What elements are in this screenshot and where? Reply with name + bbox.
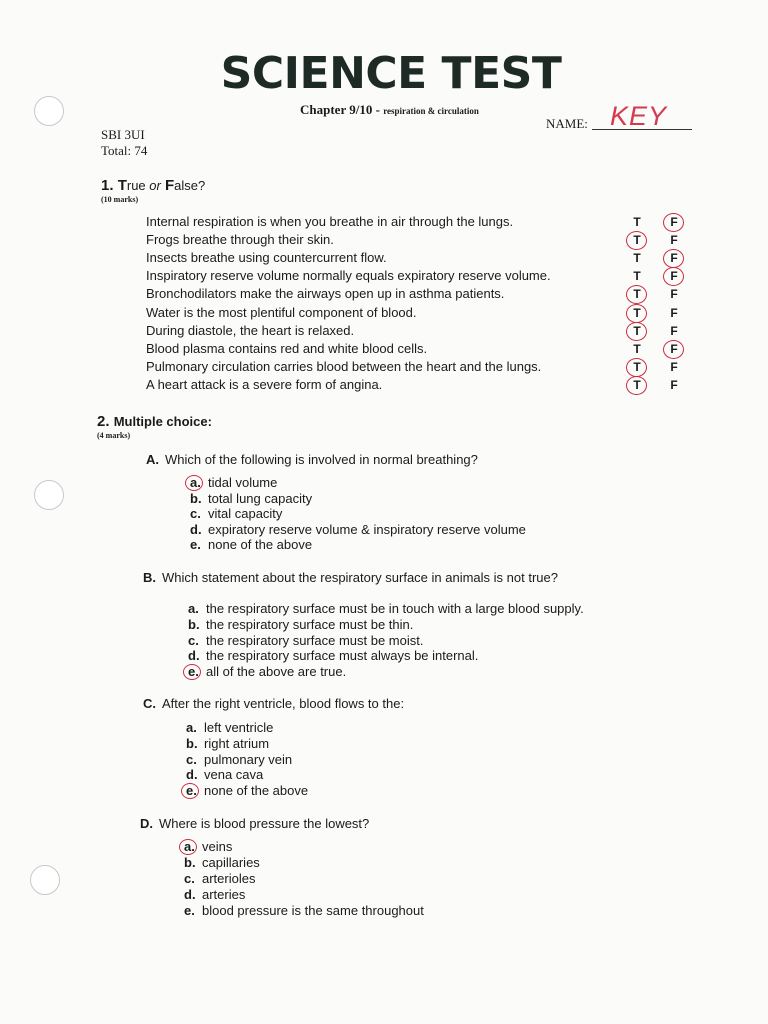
course-code: SBI 3UI xyxy=(101,127,145,142)
mc-option-text: arteries xyxy=(202,887,246,902)
tf-option-true: T xyxy=(633,251,641,266)
mc-option xyxy=(190,475,277,490)
mc-question-text: Which statement about the respiratory surface in animals is not true? xyxy=(162,570,558,585)
mc-question-text: After the right ventricle, blood flows to the: xyxy=(162,696,405,711)
name-label: NAME: xyxy=(546,116,588,131)
section1-title-or: or xyxy=(149,178,161,193)
binder-hole-middle xyxy=(34,480,64,510)
mc-option-letter: a. xyxy=(188,601,199,616)
section2-number: 2. xyxy=(97,413,110,430)
section2-marks: (4 marks) xyxy=(97,431,131,440)
mc-option-text: the respiratory surface must be thin. xyxy=(206,616,414,632)
mc-option-letter: c. xyxy=(184,871,195,886)
mc-option-text: blood pressure is the same throughout xyxy=(202,903,424,918)
mc-option xyxy=(186,736,269,751)
answer-circle-mark xyxy=(626,322,647,341)
mc-option-letter: e. xyxy=(186,783,197,799)
tf-option-false: F xyxy=(670,251,678,266)
mc-option xyxy=(190,537,312,552)
mc-option xyxy=(188,617,413,632)
tf-option-true: T xyxy=(633,341,641,356)
mc-option-letter: e. xyxy=(190,537,201,552)
tf-option-true: T xyxy=(633,305,641,320)
answer-circle-mark xyxy=(663,213,684,232)
answer-circle-mark xyxy=(626,285,647,304)
name-handwritten-key: KEY xyxy=(610,101,668,131)
mc-option-text: veins xyxy=(202,839,233,854)
mc-option-text: total lung capacity xyxy=(208,490,313,506)
tf-option-false: F xyxy=(670,215,678,229)
tf-option-true: T xyxy=(633,323,641,338)
tf-option-false: F xyxy=(670,359,678,374)
answer-circle-mark xyxy=(626,376,647,395)
mc-option-text: the respiratory surface must always be internal. xyxy=(206,648,479,664)
mc-option xyxy=(184,903,424,918)
mc-option-letter: b. xyxy=(184,855,196,870)
mc-option-letter: a. xyxy=(184,839,195,854)
answer-circle-mark xyxy=(663,249,684,268)
mc-option-text: the respiratory surface must be in touch with a large blood supply. xyxy=(206,601,584,616)
mc-question xyxy=(146,452,478,467)
section1-marks: (10 marks) xyxy=(101,195,139,204)
binder-hole-top xyxy=(34,96,64,126)
tf-statement: Blood plasma contains red and white blood cells. xyxy=(146,340,428,356)
mc-option-text: the respiratory surface must be moist. xyxy=(206,632,424,648)
mc-option xyxy=(188,633,423,648)
mc-option-text: right atrium xyxy=(204,735,270,751)
mc-option-text: vital capacity xyxy=(208,506,283,521)
answer-circle-mark xyxy=(663,340,684,359)
mc-option xyxy=(186,783,308,798)
tf-option-true: T xyxy=(633,233,641,248)
answer-circle-mark xyxy=(626,358,647,377)
tf-statement: Inspiratory reserve volume normally equals expiratory reserve volume. xyxy=(146,268,551,284)
mc-option-letter: b. xyxy=(186,735,198,751)
mc-option-text: none of the above xyxy=(208,537,313,552)
mc-question-text: Where is blood pressure the lowest? xyxy=(159,816,370,831)
section2-heading xyxy=(97,413,212,430)
tf-option-false: F xyxy=(670,323,678,338)
tf-option-true: T xyxy=(633,377,641,392)
tf-statement: Frogs breathe through their skin. xyxy=(146,232,334,248)
mc-option xyxy=(190,491,312,506)
binder-hole-bottom xyxy=(30,865,60,895)
tf-option-false: F xyxy=(670,377,678,392)
section1-title-alse: alse? xyxy=(174,178,206,193)
tf-option-false: F xyxy=(670,341,678,356)
mc-option-text: pulmonary vein xyxy=(204,751,293,767)
total-marks: Total: 74 xyxy=(101,143,148,158)
answer-circle-mark xyxy=(626,231,647,250)
mc-option-text: tidal volume xyxy=(208,475,278,490)
tf-option-true: T xyxy=(633,215,641,229)
page-title: SCIENCE TEST xyxy=(220,48,562,99)
tf-statement: Internal respiration is when you breathe in air through the lungs. xyxy=(146,214,514,229)
chapter-topic: respiration & circulation xyxy=(383,106,479,116)
mc-option-letter: b. xyxy=(190,490,202,506)
mc-option xyxy=(190,522,526,537)
tf-statement: Insects breathe using countercurrent flow. xyxy=(146,250,387,266)
mc-option xyxy=(186,720,273,735)
tf-statement: Water is the most plentiful component of blood. xyxy=(146,304,417,320)
mc-option xyxy=(188,648,478,663)
tf-option-false: F xyxy=(670,269,678,284)
chapter-subtitle xyxy=(300,102,479,118)
mc-question-letter: A. xyxy=(146,452,159,467)
tf-option-false: F xyxy=(670,305,678,320)
section1-title-rue: rue xyxy=(126,178,150,193)
mc-option xyxy=(184,855,260,870)
mc-option-letter: d. xyxy=(184,887,196,902)
mc-question-letter: C. xyxy=(143,696,156,711)
mc-option xyxy=(184,871,255,886)
mc-question-text: Which of the following is involved in normal breathing? xyxy=(165,452,478,467)
mc-option-text: capillaries xyxy=(202,855,260,870)
mc-question-letter: B. xyxy=(143,570,156,585)
mc-option-text: vena cava xyxy=(204,767,264,783)
section2-title: Multiple choice: xyxy=(113,414,212,429)
mc-option-letter: b. xyxy=(188,616,200,632)
mc-option-letter: e. xyxy=(184,903,195,918)
mc-option-text: left ventricle xyxy=(204,720,274,735)
answer-circle-mark xyxy=(185,475,203,491)
tf-statement: During diastole, the heart is relaxed. xyxy=(146,322,355,338)
mc-option-letter: a. xyxy=(186,720,197,735)
answer-circle-mark xyxy=(663,267,684,286)
tf-statement: Pulmonary circulation carries blood between the heart and the lungs. xyxy=(146,358,542,374)
tf-statement: A heart attack is a severe form of angina. xyxy=(146,376,383,392)
mc-option xyxy=(184,887,245,902)
mc-option-letter: c. xyxy=(186,751,197,767)
answer-circle-mark xyxy=(179,839,197,855)
mc-option-letter: e. xyxy=(188,664,199,680)
mc-option-text: all of the above are true. xyxy=(206,664,347,680)
mc-question-letter: D. xyxy=(140,816,153,831)
mc-option-text: expiratory reserve volume & inspiratory reserve volume xyxy=(208,521,526,537)
mc-option xyxy=(190,506,282,521)
mc-option-letter: d. xyxy=(186,767,198,783)
course-info xyxy=(101,127,147,159)
tf-option-false: F xyxy=(670,287,678,302)
mc-option-letter: d. xyxy=(190,521,202,537)
tf-option-true: T xyxy=(633,359,641,374)
mc-option xyxy=(188,601,584,616)
answer-circle-mark xyxy=(626,304,647,323)
tf-statement: Bronchodilators make the airways open up in asthma patients. xyxy=(146,286,505,302)
section1-title-t: T xyxy=(117,177,127,194)
tf-option-false: F xyxy=(670,233,678,248)
section1-title-f: F xyxy=(160,177,175,194)
tf-option-true: T xyxy=(633,287,641,302)
mc-option-letter: d. xyxy=(188,648,200,664)
chapter-label: Chapter 9/10 - xyxy=(300,102,380,117)
mc-option xyxy=(188,664,346,679)
mc-option xyxy=(186,752,292,767)
mc-option xyxy=(186,767,263,782)
mc-option-text: none of the above xyxy=(204,783,309,799)
mc-option-letter: a. xyxy=(190,475,201,490)
mc-question xyxy=(140,816,369,831)
section1-number: 1. xyxy=(101,177,114,194)
tf-option-true: T xyxy=(633,269,641,284)
section1-heading xyxy=(101,177,205,194)
mc-option-letter: c. xyxy=(190,506,201,521)
mc-question xyxy=(143,570,558,585)
mc-question xyxy=(143,696,404,711)
mc-option-text: arterioles xyxy=(202,871,256,886)
mc-option-letter: c. xyxy=(188,632,199,648)
